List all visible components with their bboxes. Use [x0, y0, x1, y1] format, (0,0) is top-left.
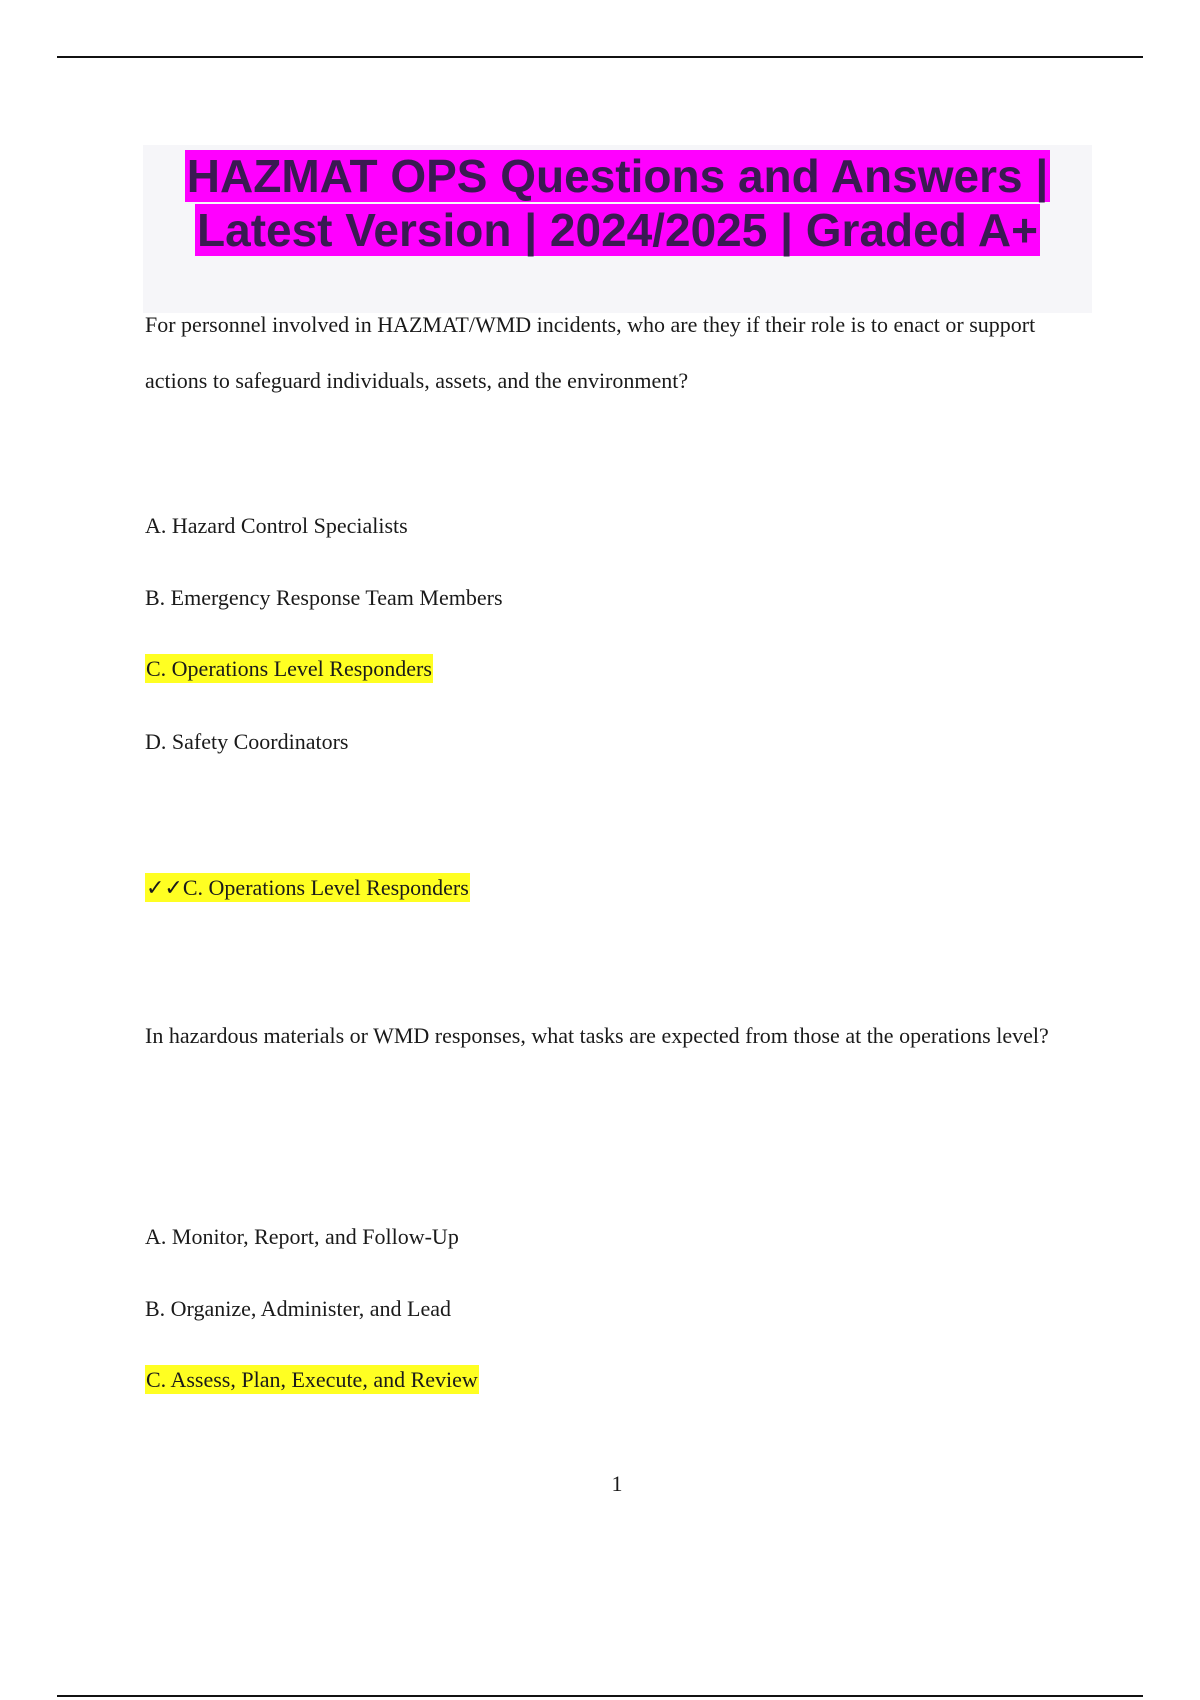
title-line-2: Latest Version | 2024/2025 | Graded A+: [197, 204, 1038, 256]
document-title: [143, 149, 1092, 257]
question-1-option-d: D. Safety Coordinators: [145, 729, 349, 754]
question-2-option-c: [145, 1365, 479, 1395]
answer-text: C. Operations Level Responders: [182, 875, 469, 900]
double-checkmark-icon: ✓✓: [146, 876, 183, 901]
highlighted-option: C. Assess, Plan, Execute, and Review: [146, 1367, 478, 1392]
question-2-text: In hazardous materials or WMD responses, what tasks are expected from those at the operations level?: [145, 1023, 1049, 1048]
question-1-option-c: [145, 654, 433, 684]
question-1-text: For personnel involved in HAZMAT/WMD incidents, who are they if their role is to enact or support actions to safeguard individuals, assets, and the environment?: [145, 312, 1036, 393]
footer-rule: [57, 1695, 1143, 1697]
title-block: [143, 145, 1092, 313]
question-1-option-b: B. Emergency Response Team Members: [145, 585, 503, 610]
question-2-option-a: A. Monitor, Report, and Follow-Up: [145, 1224, 459, 1249]
highlighted-option: C. Operations Level Responders: [146, 656, 432, 681]
header-rule: [57, 56, 1143, 58]
answer-highlight: [145, 873, 470, 902]
question-1-answer: [145, 873, 470, 904]
question-1-option-a: A. Hazard Control Specialists: [145, 513, 408, 538]
title-line-1: HAZMAT OPS Questions and Answers |: [186, 150, 1049, 202]
page-number: 1: [611, 1471, 623, 1496]
question-2-option-b: B. Organize, Administer, and Lead: [145, 1296, 452, 1321]
